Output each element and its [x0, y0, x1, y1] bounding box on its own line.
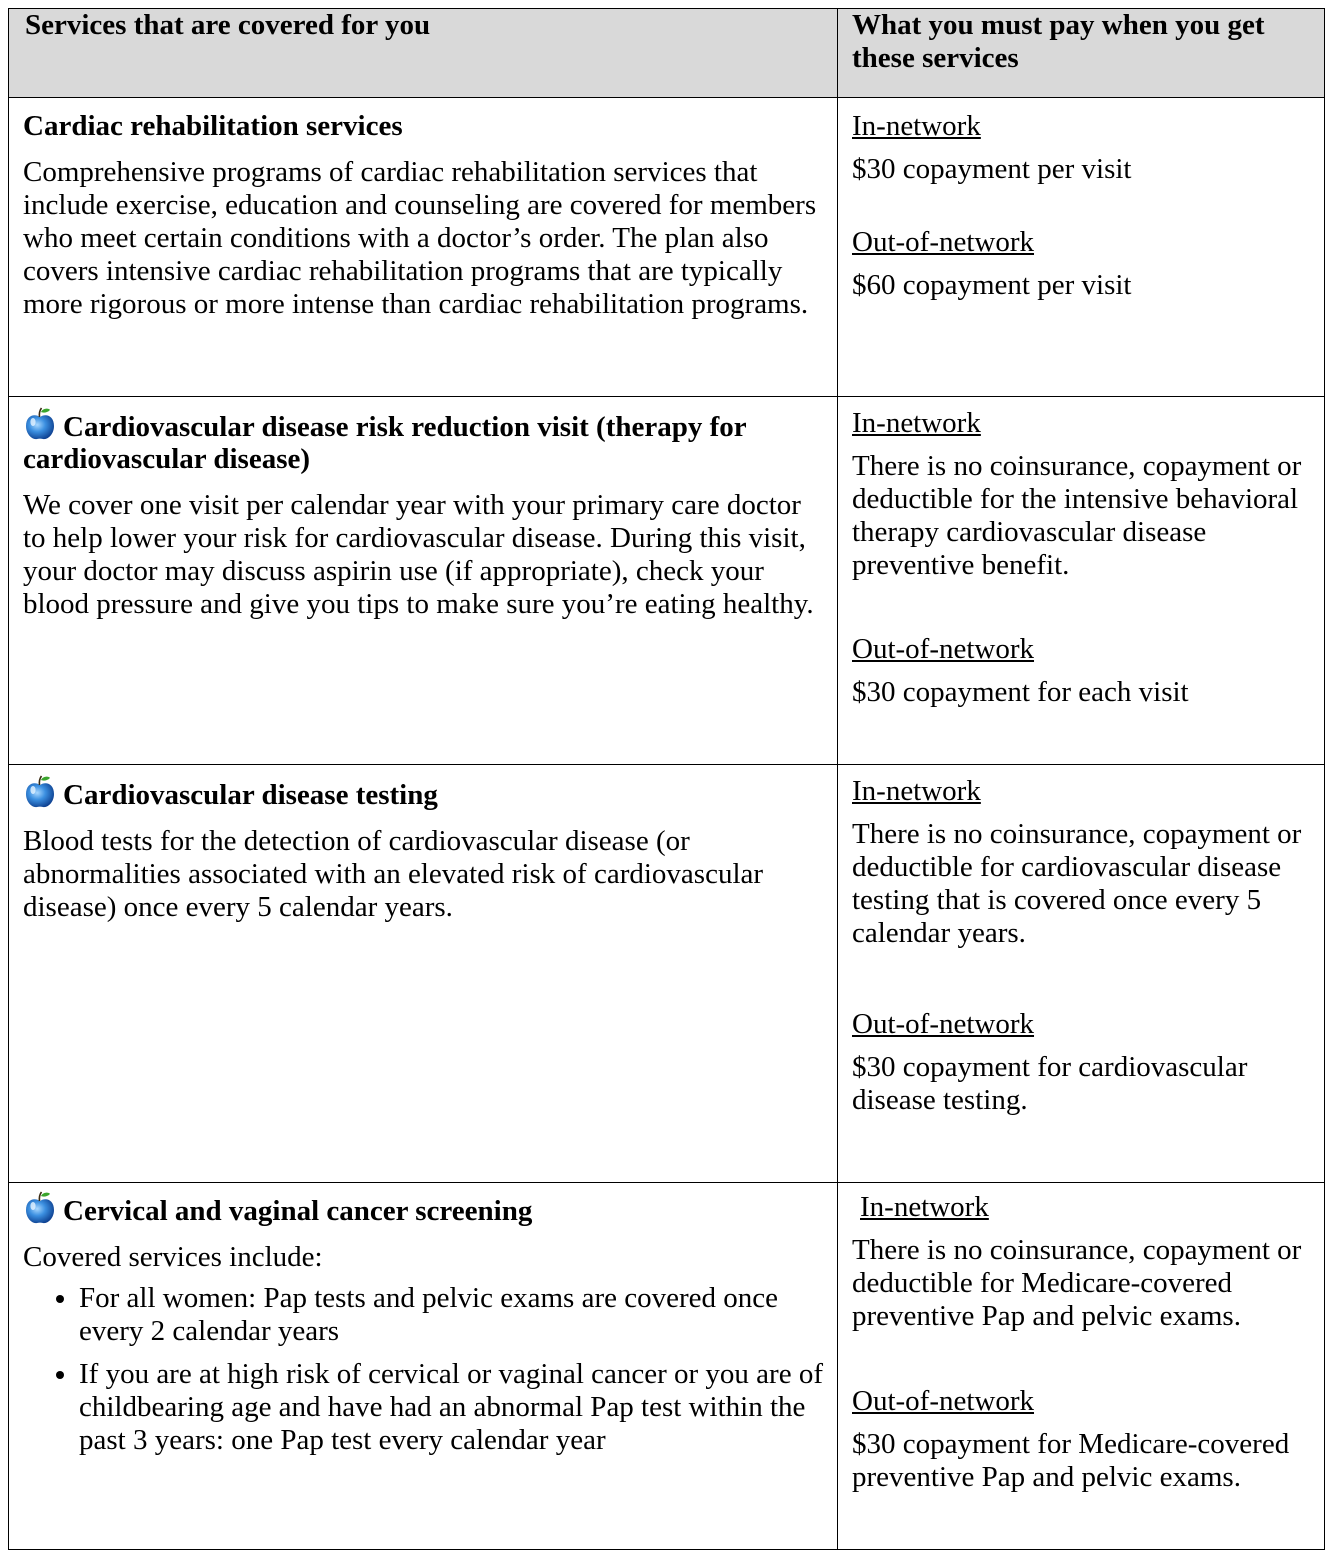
list-item: • For all women: Pap tests and pelvic exams are covered once every 2 calendar years — [79, 1282, 823, 1348]
header-pay: What you must pay when you get these services — [838, 9, 1325, 98]
out-of-network-cost: $30 copayment for cardiovascular disease testing. — [852, 1051, 1248, 1116]
header-services: Services that are covered for you — [9, 9, 838, 98]
service-title: Cardiovascular disease risk reduction visit (therapy for cardiovascular disease) — [23, 411, 747, 475]
out-of-network-label: Out-of-network — [852, 226, 1035, 258]
apple-icon — [23, 775, 57, 809]
apple-icon — [23, 407, 57, 441]
service-description: Blood tests for the detection of cardiovascular disease (or abnormalities associated with an elevated risk of cardiovascular disease) once every 5 calendar years. — [23, 825, 764, 923]
service-cell — [9, 397, 838, 765]
service-description: Comprehensive programs of cardiac rehabilitation services that include exercise, education and counseling are covered for members who meet certain conditions with a doctor’s order. The plan also covers intensive cardiac rehabilitation programs that are typically more rigorous or more intense than cardiac rehabilitation programs. — [23, 156, 817, 320]
service-title-line — [23, 1191, 823, 1227]
service-description: Covered services include: — [23, 1241, 323, 1273]
in-network-cost: $30 copayment per visit — [852, 153, 1132, 185]
service-bullets — [23, 1282, 823, 1457]
in-network-label: In-network — [860, 1191, 989, 1223]
table-row — [9, 1183, 1325, 1550]
in-network-label: In-network — [852, 775, 981, 807]
service-cell — [9, 1183, 838, 1550]
service-description: We cover one visit per calendar year with your primary care doctor to help lower your risk for cardiovascular disease. During this visit, your doctor may discuss aspirin use (if appropriate), check your blood pressure and give you tips to make sure you’re eating healthy. — [23, 489, 814, 620]
service-title: Cardiac rehabilitation services — [23, 110, 403, 142]
in-network-label: In-network — [852, 407, 981, 439]
out-of-network-cost: $30 copayment for Medicare-covered preventive Pap and pelvic exams. — [852, 1428, 1290, 1493]
list-item: • If you are at high risk of cervical or vaginal cancer or you are of childbearing age and have had an abnormal Pap test within the past 3 years: one Pap test every calendar year — [79, 1358, 823, 1457]
service-cell — [9, 98, 838, 397]
payment-cell — [838, 1183, 1325, 1550]
out-of-network-label: Out-of-network — [852, 633, 1035, 665]
table-row — [9, 98, 1325, 397]
out-of-network-label: Out-of-network — [852, 1385, 1035, 1417]
service-title-line — [23, 407, 823, 475]
payment-cell — [838, 397, 1325, 765]
payment-cell — [838, 98, 1325, 397]
service-title: Cervical and vaginal cancer screening — [63, 1195, 533, 1227]
out-of-network-label: Out-of-network — [852, 1008, 1035, 1040]
service-cell — [9, 765, 838, 1183]
out-of-network-cost: $30 copayment for each visit — [852, 676, 1189, 708]
apple-icon — [23, 1191, 57, 1225]
service-title-line — [23, 775, 823, 811]
in-network-cost: There is no coinsurance, copayment or deductible for cardiovascular disease testing that is covered once every 5 calendar years. — [852, 818, 1302, 949]
benefits-table — [8, 8, 1325, 1550]
table-header-row — [9, 9, 1325, 98]
table-row — [9, 765, 1325, 1183]
in-network-label: In-network — [852, 110, 981, 142]
service-title: Cardiovascular disease testing — [63, 779, 438, 811]
table-row — [9, 397, 1325, 765]
out-of-network-cost: $60 copayment per visit — [852, 269, 1132, 301]
in-network-cost: There is no coinsurance, copayment or deductible for the intensive behavioral therapy cardiovascular disease preventive benefit. — [852, 450, 1302, 581]
payment-cell — [838, 765, 1325, 1183]
in-network-cost: There is no coinsurance, copayment or deductible for Medicare-covered preventive Pap and pelvic exams. — [852, 1234, 1302, 1332]
